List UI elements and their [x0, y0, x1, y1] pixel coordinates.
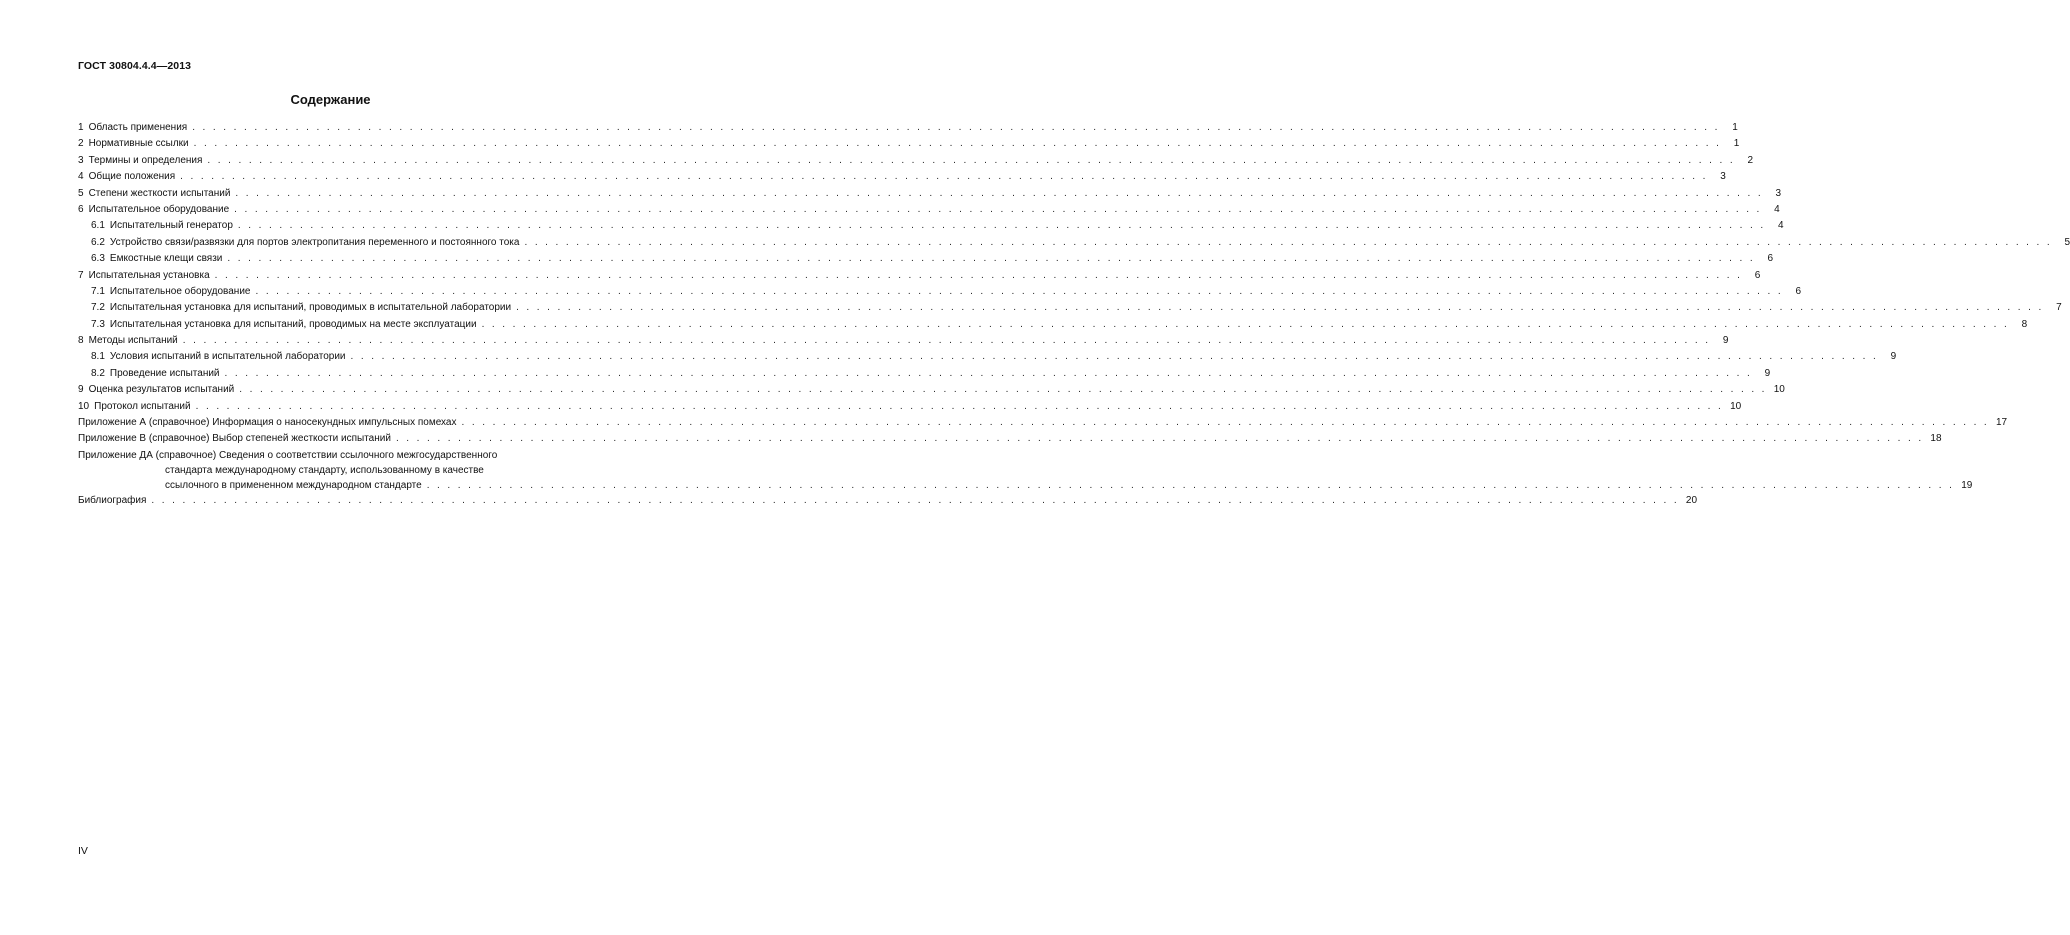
- toc-entry-number: 4: [78, 171, 84, 183]
- toc-entry-page: 5: [2064, 236, 2070, 248]
- toc-entry-title: Испытательное оборудование: [109, 285, 251, 297]
- leader-dots: [238, 218, 1766, 234]
- table-of-contents: [78, 120, 2070, 509]
- leader-dots: [227, 251, 1755, 267]
- toc-entry-number: 6.3: [91, 253, 105, 265]
- toc-entry-label: [91, 251, 222, 267]
- toc-entry[interactable]: [78, 268, 1761, 284]
- toc-entry-title: Проведение испытаний: [109, 367, 220, 379]
- leader-dots: [180, 169, 1708, 185]
- toc-entry-title: Испытательная установка: [88, 269, 210, 281]
- toc-entry-page: 10: [1773, 384, 1785, 396]
- toc-entry-page: 4: [1774, 203, 1780, 215]
- toc-entry-page: 6: [1767, 253, 1774, 265]
- toc-entry[interactable]: [78, 431, 1942, 447]
- toc-entry-number: 8.1: [91, 351, 105, 363]
- toc-entry-label-continued: стандарта международному стандарту, использованному в качестве: [165, 464, 484, 476]
- page-number: IV: [78, 845, 88, 857]
- toc-entry-label: [78, 202, 229, 218]
- leader-dots: [196, 399, 1724, 415]
- toc-entry-label: [78, 382, 234, 398]
- toc-entry-page: 1: [1733, 138, 1740, 150]
- toc-entry-label: [78, 399, 191, 415]
- toc-entry-page: 3: [1720, 171, 1726, 183]
- toc-entry[interactable]: [78, 169, 1726, 185]
- toc-entry[interactable]: [78, 251, 1774, 267]
- leader-dots: [524, 235, 2052, 251]
- toc-entry-title: Методы испытаний: [88, 335, 178, 347]
- toc-entry-page: 10: [1730, 400, 1742, 412]
- toc-entry-label: [78, 169, 175, 185]
- toc-entry-label: [78, 431, 391, 447]
- toc-entry-number: 7.2: [91, 302, 105, 314]
- toc-entry-title: Устройство связи/развязки для портов электропитания переменного и постоянного тока: [109, 236, 520, 248]
- toc-entry[interactable]: [78, 382, 1785, 398]
- toc-entry-title: Испытательная установка для испытаний, проводимых в испытательной лаборатории: [109, 302, 512, 314]
- toc-entry-label: [91, 366, 220, 382]
- toc-entry-title: Приложение А (справочное) Информация о наносекундных импульсных помехах: [78, 417, 457, 429]
- toc-entry-title: Приложение В (справочное) Выбор степеней жесткости испытаний: [78, 433, 391, 445]
- leader-dots: [235, 186, 1763, 202]
- toc-entry-page: 8: [2021, 318, 2028, 330]
- toc-entry[interactable]: [78, 218, 1784, 234]
- toc-entry-title: Общие положения: [88, 171, 176, 183]
- toc-entry-title: Нормативные ссылки: [88, 138, 189, 150]
- toc-entry-bibliography[interactable]: [78, 493, 1698, 509]
- toc-entry-number: 3: [78, 154, 84, 166]
- toc-entry[interactable]: [78, 136, 1740, 152]
- toc-entry-label-continued: ссылочного в примененном международном стандарте: [165, 479, 422, 491]
- toc-entry-title: Степени жесткости испытаний: [88, 187, 231, 199]
- toc-entry-number: 6: [78, 203, 84, 215]
- toc-entry-page: 1: [1732, 122, 1738, 133]
- toc-entry-title: Испытательная установка для испытаний, проводимых на месте эксплуатации: [109, 318, 477, 330]
- toc-entry-number: 7: [78, 269, 84, 281]
- leader-dots: [427, 478, 1955, 493]
- toc-entry-page: 18: [1930, 433, 1942, 445]
- toc-entry-number: 1: [78, 122, 84, 133]
- toc-entry-number: 6.2: [91, 236, 105, 248]
- toc-entry-number: 7.1: [91, 285, 105, 297]
- leader-dots: [396, 431, 1924, 447]
- toc-entry-title: Испытательное оборудование: [88, 203, 230, 215]
- toc-entry-number: 8: [78, 335, 84, 347]
- toc-entry-page: 9: [1764, 367, 1771, 379]
- toc-entry-label: [91, 235, 519, 251]
- toc-entry-number: 2: [78, 138, 84, 150]
- toc-entry[interactable]: [78, 399, 1742, 415]
- toc-entry-page: 2: [1747, 154, 1754, 166]
- toc-entry-title: Оценка результатов испытаний: [88, 384, 235, 396]
- toc-entry-title: Испытательный генератор: [109, 220, 233, 232]
- leader-dots: [151, 493, 1679, 509]
- leader-dots: [255, 284, 1783, 300]
- leader-dots: [516, 300, 2044, 316]
- toc-entry-title: Емкостные клещи связи: [109, 253, 223, 265]
- toc-entry-title: Протокол испытаний: [94, 400, 191, 412]
- toc-entry-title: Область применения: [88, 122, 188, 133]
- toc-entry[interactable]: [78, 235, 2070, 251]
- toc-entry[interactable]: [78, 120, 1738, 136]
- document-code: ГОСТ 30804.4.4—2013: [78, 60, 192, 72]
- toc-entry-number: 8.2: [91, 367, 105, 379]
- toc-entry-label: Приложение ДА (справочное) Сведения о соответствии ссылочного межгосударственного: [78, 449, 498, 461]
- leader-dots: [194, 136, 1722, 152]
- toc-entry-number: 6.1: [91, 220, 105, 232]
- toc-entry-label: [91, 218, 233, 234]
- toc-entry[interactable]: [78, 317, 2028, 333]
- leader-dots: [351, 349, 1879, 365]
- toc-entry[interactable]: [78, 366, 1771, 382]
- toc-entry-label: [91, 300, 511, 316]
- leader-dots: [239, 382, 1767, 398]
- toc-entry[interactable]: [78, 153, 1754, 169]
- toc-entry[interactable]: [78, 300, 2062, 316]
- leader-dots: [207, 153, 1735, 169]
- toc-entry-page: 7: [2056, 302, 2062, 314]
- toc-entry-label: [78, 415, 457, 431]
- toc-entry-label: [78, 186, 230, 202]
- toc-entry[interactable]: [78, 284, 1802, 300]
- toc-entry-label: [91, 349, 346, 365]
- toc-entry-title: Условия испытаний в испытательной лаборатории: [109, 351, 346, 363]
- toc-entry-label: [91, 284, 250, 300]
- toc-entry-page: 9: [1890, 351, 1897, 363]
- toc-entry-page: 3: [1775, 187, 1782, 199]
- toc-entry-page: 19: [1961, 479, 1973, 491]
- toc-entry-page: 6: [1795, 285, 1802, 297]
- toc-entry-label: [78, 153, 202, 169]
- leader-dots: [234, 202, 1762, 218]
- page-title: Содержание: [290, 92, 371, 107]
- toc-entry-page: 20: [1685, 494, 1698, 506]
- leader-dots: [225, 366, 1753, 382]
- toc-entry-label: [78, 120, 187, 136]
- toc-entry-label: Библиография: [78, 494, 147, 506]
- toc-entry[interactable]: [78, 333, 1729, 349]
- toc-entry-label: [78, 136, 189, 152]
- toc-entry[interactable]: [78, 202, 1780, 218]
- toc-entry-page: 6: [1754, 269, 1761, 281]
- toc-entry-number: 10: [78, 400, 90, 412]
- toc-entry[interactable]: [78, 415, 2008, 431]
- leader-dots: [215, 268, 1743, 284]
- toc-entry-label: [91, 317, 477, 333]
- toc-entry[interactable]: [78, 349, 1897, 365]
- toc-entry-page: 9: [1722, 335, 1729, 347]
- leader-dots: [183, 333, 1711, 349]
- toc-entry-title: Термины и определения: [88, 154, 203, 166]
- toc-entry-appendix-da[interactable]: [78, 448, 1973, 493]
- leader-dots: [462, 415, 1990, 431]
- toc-entry-number: 7.3: [91, 318, 105, 330]
- toc-entry[interactable]: [78, 186, 1782, 202]
- toc-entry-number: 9: [78, 384, 84, 396]
- toc-entry-number: 5: [78, 187, 84, 199]
- toc-entry-label: [78, 333, 178, 349]
- leader-dots: [482, 317, 2010, 333]
- leader-dots: [192, 120, 1720, 136]
- toc-entry-page: 4: [1777, 220, 1784, 232]
- toc-entry-label: [78, 268, 210, 284]
- toc-entry-page: 17: [1995, 417, 2008, 429]
